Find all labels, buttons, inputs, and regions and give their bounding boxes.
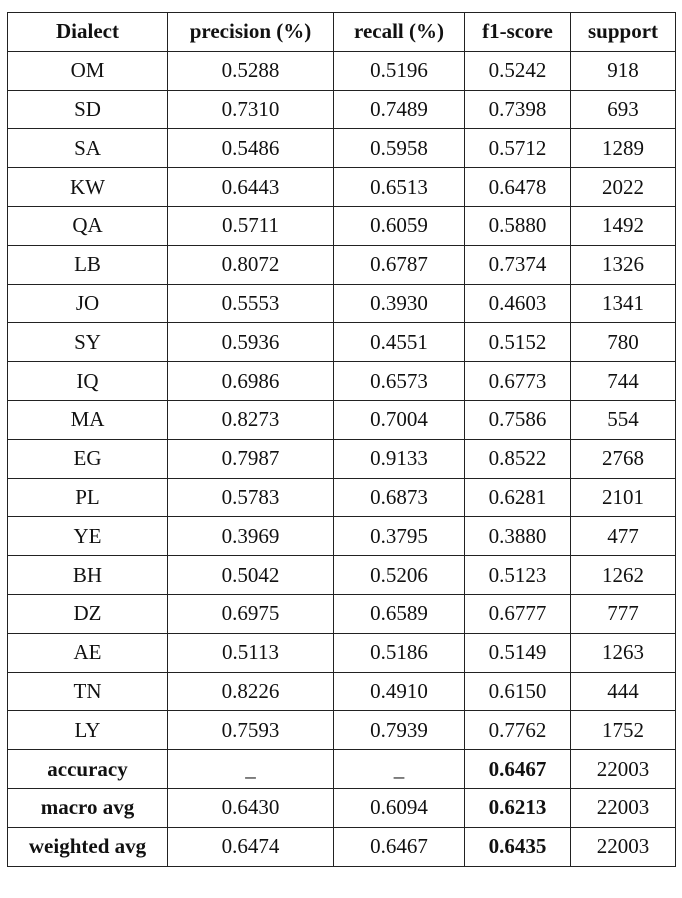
support-cell: 1341 [571, 284, 676, 323]
recall-cell: 0.6573 [334, 362, 465, 401]
precision-cell: 0.8072 [168, 245, 334, 284]
support-cell: 744 [571, 362, 676, 401]
support-cell: 1263 [571, 633, 676, 672]
dialect-cell: LB [8, 245, 168, 284]
precision-cell: 0.7987 [168, 439, 334, 478]
f1-score-cell: 0.8522 [465, 439, 571, 478]
precision-cell: 0.6474 [168, 827, 334, 866]
header-support: support [571, 13, 676, 52]
recall-cell: 0.4910 [334, 672, 465, 711]
dialect-cell: BH [8, 556, 168, 595]
recall-cell: 0.5196 [334, 51, 465, 90]
table-row [8, 556, 676, 595]
dialect-cell: YE [8, 517, 168, 556]
f1-score-cell: 0.6478 [465, 168, 571, 207]
recall-cell: 0.5958 [334, 129, 465, 168]
f1-score-cell: 0.5880 [465, 206, 571, 245]
f1-score-cell: 0.6777 [465, 594, 571, 633]
precision-cell: 0.6986 [168, 362, 334, 401]
precision-cell: 0.7310 [168, 90, 334, 129]
precision-cell: 0.5783 [168, 478, 334, 517]
table-row [8, 633, 676, 672]
precision-cell: 0.5936 [168, 323, 334, 362]
recall-cell: 0.6094 [334, 788, 465, 827]
f1-score-cell: 0.5152 [465, 323, 571, 362]
header-row [8, 13, 676, 52]
summary-label-cell: accuracy [8, 750, 168, 789]
table-body [8, 51, 676, 866]
f1-score-cell: 0.6435 [465, 827, 571, 866]
recall-cell: 0.6787 [334, 245, 465, 284]
f1-score-cell: 0.7398 [465, 90, 571, 129]
precision-cell: 0.8226 [168, 672, 334, 711]
header-precision: precision (%) [168, 13, 334, 52]
summary-row [8, 827, 676, 866]
f1-score-cell: 0.5712 [465, 129, 571, 168]
f1-score-cell: 0.3880 [465, 517, 571, 556]
dialect-cell: PL [8, 478, 168, 517]
precision-cell: 0.6975 [168, 594, 334, 633]
dialect-cell: KW [8, 168, 168, 207]
summary-label-cell: weighted avg [8, 827, 168, 866]
support-cell: 1262 [571, 556, 676, 595]
recall-cell: 0.6059 [334, 206, 465, 245]
table-row [8, 439, 676, 478]
precision-cell: 0.5486 [168, 129, 334, 168]
support-cell: 777 [571, 594, 676, 633]
table-row [8, 478, 676, 517]
f1-score-cell: 0.5123 [465, 556, 571, 595]
table-row [8, 400, 676, 439]
recall-cell: 0.7004 [334, 400, 465, 439]
f1-score-cell: 0.6281 [465, 478, 571, 517]
precision-cell: 0.5288 [168, 51, 334, 90]
dialect-cell: LY [8, 711, 168, 750]
precision-cell: 0.5042 [168, 556, 334, 595]
recall-cell: 0.6589 [334, 594, 465, 633]
f1-score-cell: 0.6773 [465, 362, 571, 401]
table-row [8, 711, 676, 750]
support-cell: 477 [571, 517, 676, 556]
recall-cell: 0.3930 [334, 284, 465, 323]
header-f1-score: f1-score [465, 13, 571, 52]
support-cell: 22003 [571, 827, 676, 866]
dialect-cell: EG [8, 439, 168, 478]
recall-cell: 0.5206 [334, 556, 465, 595]
precision-cell: _ [168, 750, 334, 789]
dialect-cell: DZ [8, 594, 168, 633]
results-table [7, 12, 676, 867]
support-cell: 2101 [571, 478, 676, 517]
precision-cell: 0.5553 [168, 284, 334, 323]
precision-cell: 0.3969 [168, 517, 334, 556]
recall-cell: 0.7489 [334, 90, 465, 129]
dialect-cell: SA [8, 129, 168, 168]
support-cell: 22003 [571, 750, 676, 789]
table-header [8, 13, 676, 52]
precision-cell: 0.7593 [168, 711, 334, 750]
f1-score-cell: 0.7586 [465, 400, 571, 439]
support-cell: 444 [571, 672, 676, 711]
table-row [8, 594, 676, 633]
summary-row [8, 750, 676, 789]
recall-cell: 0.9133 [334, 439, 465, 478]
precision-cell: 0.5113 [168, 633, 334, 672]
support-cell: 780 [571, 323, 676, 362]
precision-cell: 0.6430 [168, 788, 334, 827]
dialect-cell: IQ [8, 362, 168, 401]
header-recall: recall (%) [334, 13, 465, 52]
f1-score-cell: 0.5149 [465, 633, 571, 672]
dialect-cell: OM [8, 51, 168, 90]
dialect-cell: QA [8, 206, 168, 245]
dialect-cell: TN [8, 672, 168, 711]
support-cell: 1289 [571, 129, 676, 168]
recall-cell: 0.7939 [334, 711, 465, 750]
table-row [8, 517, 676, 556]
dialect-cell: SY [8, 323, 168, 362]
support-cell: 1752 [571, 711, 676, 750]
recall-cell: 0.4551 [334, 323, 465, 362]
dialect-cell: JO [8, 284, 168, 323]
table-row [8, 129, 676, 168]
support-cell: 2768 [571, 439, 676, 478]
recall-cell: 0.6513 [334, 168, 465, 207]
recall-cell: 0.5186 [334, 633, 465, 672]
support-cell: 918 [571, 51, 676, 90]
table-row [8, 168, 676, 207]
recall-cell: _ [334, 750, 465, 789]
f1-score-cell: 0.7762 [465, 711, 571, 750]
support-cell: 22003 [571, 788, 676, 827]
support-cell: 1326 [571, 245, 676, 284]
recall-cell: 0.3795 [334, 517, 465, 556]
support-cell: 554 [571, 400, 676, 439]
header-dialect: Dialect [8, 13, 168, 52]
table-row [8, 284, 676, 323]
f1-score-cell: 0.6467 [465, 750, 571, 789]
dialect-cell: AE [8, 633, 168, 672]
support-cell: 693 [571, 90, 676, 129]
table-row [8, 245, 676, 284]
support-cell: 1492 [571, 206, 676, 245]
dialect-cell: SD [8, 90, 168, 129]
f1-score-cell: 0.6213 [465, 788, 571, 827]
summary-row [8, 788, 676, 827]
precision-cell: 0.5711 [168, 206, 334, 245]
summary-label-cell: macro avg [8, 788, 168, 827]
table-row [8, 362, 676, 401]
table-row [8, 51, 676, 90]
f1-score-cell: 0.4603 [465, 284, 571, 323]
dialect-cell: MA [8, 400, 168, 439]
precision-cell: 0.6443 [168, 168, 334, 207]
recall-cell: 0.6873 [334, 478, 465, 517]
recall-cell: 0.6467 [334, 827, 465, 866]
table-row [8, 206, 676, 245]
f1-score-cell: 0.6150 [465, 672, 571, 711]
table-row [8, 90, 676, 129]
precision-cell: 0.8273 [168, 400, 334, 439]
f1-score-cell: 0.5242 [465, 51, 571, 90]
table-row [8, 672, 676, 711]
f1-score-cell: 0.7374 [465, 245, 571, 284]
support-cell: 2022 [571, 168, 676, 207]
table-row [8, 323, 676, 362]
